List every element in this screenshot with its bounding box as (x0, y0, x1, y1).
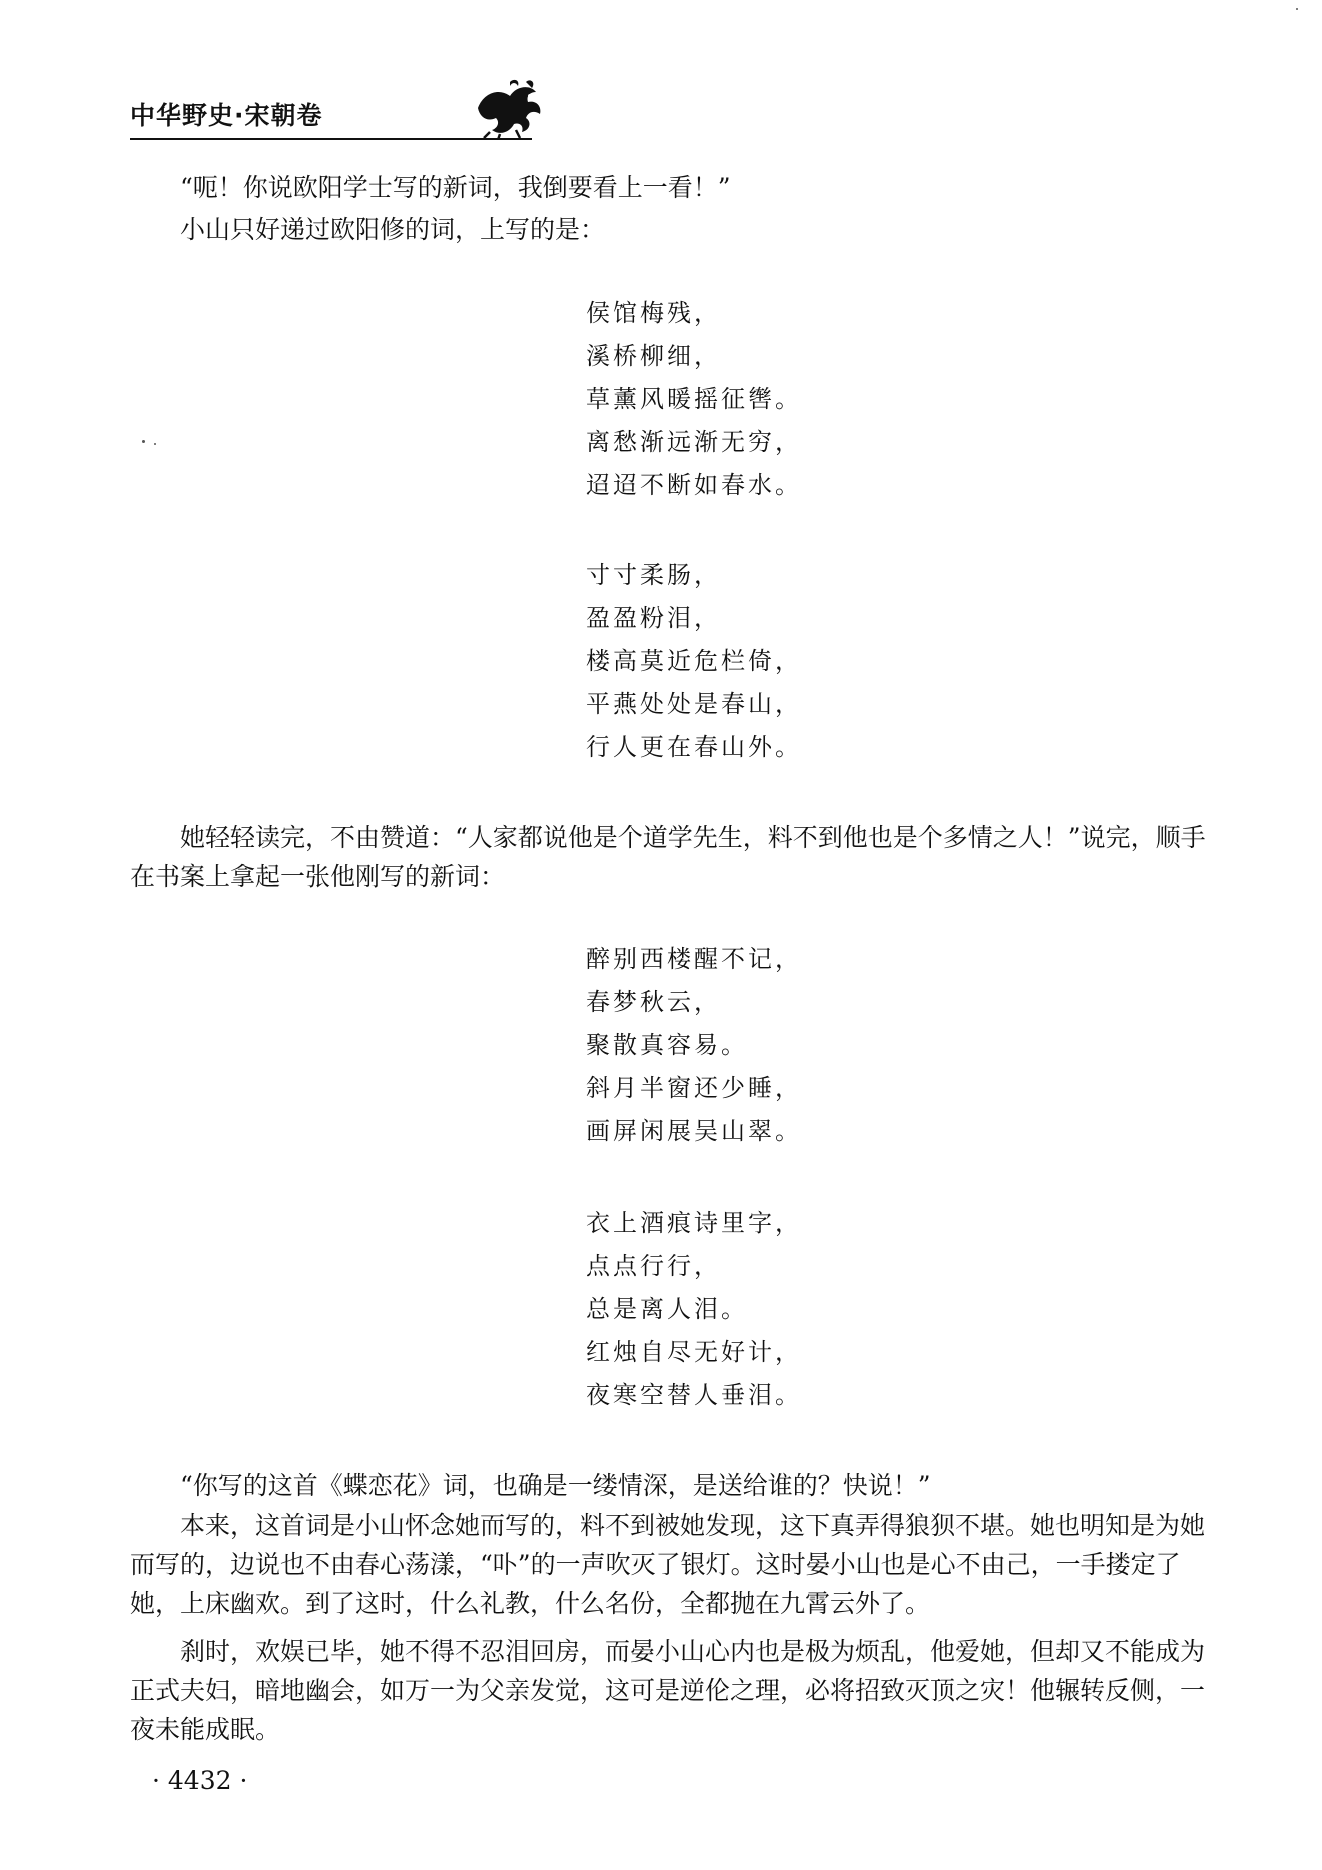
scan-speck (154, 443, 156, 445)
poem-line: 迢迢不断如春水。 (586, 471, 802, 499)
paragraph-intro-poem-1: 小山只好递过欧阳修的词，上写的是： (180, 215, 606, 244)
poem-line: 夜寒空替人垂泪。 (586, 1381, 802, 1409)
paragraph-dialogue-1: “呃！你说欧阳学士写的新词，我倒要看上一看！” (180, 173, 731, 202)
poem-line: 草薰风暖摇征辔。 (586, 385, 802, 413)
poem-line: 红烛自尽无好计， (586, 1338, 802, 1366)
scan-speck (142, 440, 145, 443)
poem-line: 离愁渐远渐无穷， (586, 428, 802, 456)
poem-line: 点点行行， (586, 1252, 721, 1280)
paragraph-narrative-2: 刹时，欢娱已毕，她不得不忍泪回房，而晏小山心内也是极为烦乱，他爱她，但却又不能成为正式夫妇，暗地幽会，如万一为父亲发觉，这可是逆伦之理，必将招致灭顶之灾！他辗转反侧，一夜未能成眠。 (130, 1637, 1206, 1744)
page-number: · 4432 · (152, 1766, 248, 1795)
running-header-title: 中华野史·宋朝卷 (130, 101, 323, 130)
paragraph-reading: 她轻轻读完，不由赞道：“人家都说他是个道学先生，料不到他也是个多情之人！”说完，顺手在书案上拿起一张他刚写的新词： (130, 823, 1206, 891)
poem-line: 楼高莫近危栏倚， (586, 647, 802, 675)
poem-line: 行人更在春山外。 (586, 733, 802, 761)
paragraph-dialogue-2: “你写的这首《蝶恋花》词，也确是一缕情深，是送给谁的？快说！” (180, 1471, 931, 1500)
poem-2-stanza-1 (586, 938, 802, 1153)
poem-line: 春梦秋云， (586, 988, 721, 1016)
poem-line: 聚散真容易。 (586, 1031, 748, 1059)
dragon-emblem-icon (470, 78, 548, 140)
poem-line: 画屏闲展吴山翠。 (586, 1117, 802, 1145)
paragraph-narrative-1: 本来，这首词是小山怀念她而写的，料不到被她发现，这下真弄得狼狈不堪。她也明知是为她而写的，边说也不由春心荡漾，“卟”的一声吹灭了银灯。这时晏小山也是心不由己，一手搂定了她，上床幽欢。到了这时，什么礼教，什么名份，全都抛在九霄云外了。 (130, 1511, 1206, 1618)
poem-2-stanza-2 (586, 1202, 802, 1417)
poem-line: 总是离人泪。 (586, 1295, 748, 1323)
header-rule (130, 138, 532, 140)
poem-line: 醉别西楼醒不记， (586, 945, 802, 973)
poem-line: 溪桥柳细， (586, 342, 721, 370)
poem-line: 平燕处处是春山， (586, 690, 802, 718)
poem-line: 斜月半窗还少睡， (586, 1074, 802, 1102)
poem-line: 侯馆梅残， (586, 299, 721, 327)
scan-speck (1296, 8, 1298, 10)
poem-line: 盈盈粉泪， (586, 604, 721, 632)
poem-1-stanza-1 (586, 292, 802, 507)
poem-line: 寸寸柔肠， (586, 561, 721, 589)
poem-line: 衣上酒痕诗里字， (586, 1209, 802, 1237)
poem-1-stanza-2 (586, 554, 802, 769)
